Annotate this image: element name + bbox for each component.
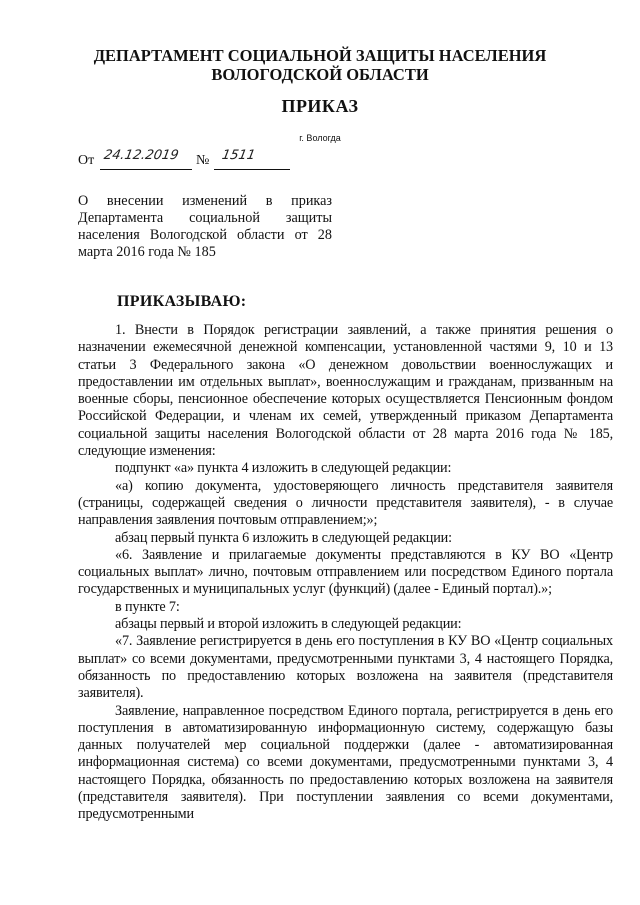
number-underline	[214, 169, 290, 170]
department-header	[0, 46, 640, 84]
handwritten-number: 1511	[220, 148, 257, 163]
date-underline	[100, 169, 192, 170]
body-paragraph: 1. Внести в Порядок регистрации заявлений, а также принятия решения о назначении ежемесячной денежной компенсации, установленной частями 9, 10 и 13 статьи 3 Федерального закона «О денежном довольствии военнослужащих и предоставлении им отдельных выплат», военнослужащим и гражданам, призванным на военные сборы, пенсионное обеспечение которых осуществляется Пенсионным фондом Российской Федерации, и членам их семей, утвержденный приказом Департамента социальной защиты населения Вологодской области от 28 марта 2016 года № 185, следующие изменения:	[78, 322, 613, 460]
body-paragraph: «а) копию документа, удостоверяющего личность представителя заявителя (страницы, содержащей сведения о личности представителя заявителя), - в случае направления заявления почтовым отправлением;»;	[78, 477, 613, 529]
body-paragraph: абзацы первый и второй изложить в следующей редакции:	[115, 616, 462, 633]
body-paragraph: абзац первый пункта 6 изложить в следующей редакции:	[115, 529, 452, 546]
city-label: г. Вологда	[299, 133, 341, 143]
department-name-line2: ВОЛОГОДСКОЙ ОБЛАСТИ	[211, 65, 429, 84]
department-name-line1: ДЕПАРТАМЕНТ СОЦИАЛЬНОЙ ЗАЩИТЫ НАСЕЛЕНИЯ	[93, 46, 547, 65]
order-date-number-line	[78, 150, 298, 172]
order-body	[78, 322, 613, 824]
from-label: От	[78, 153, 95, 168]
body-paragraph: «7. Заявление регистрируется в день его поступления в КУ ВО «Центр социальных выплат» со всеми документами, предусмотренными пунктами 3, 4 настоящего Порядка, обязанность по предоставлению которых возложена на заявителя (представителя заявителя).	[78, 633, 613, 702]
body-paragraph: «6. Заявление и прилагаемые документы представляются в КУ ВО «Центр социальных выплат» лично, почтовым отправлением или посредством Единого портала государственных и муниципальных услуг (функций) (далее - Единый портал).»;	[78, 546, 613, 598]
number-label: №	[196, 153, 210, 168]
body-paragraph: в пункте 7:	[115, 598, 180, 615]
document-title: ПРИКАЗ	[281, 96, 359, 116]
handwritten-date: 24.12.2019	[102, 148, 180, 163]
command-heading: ПРИКАЗЫВАЮ:	[117, 293, 247, 310]
body-paragraph: Заявление, направленное посредством Единого портала, регистрируется в день его поступления в автоматизированную информационную систему, содержащую базы данных получателей мер социальной поддержки (далее - автоматизированная информационная система) со всеми документами, предусмотренными пунктами 3, 4 настоящего Порядка, обязанность по предоставлению которых возложена на заявителя (представителя заявителя). При поступлении заявления со всеми документами, предусмотренными	[78, 702, 613, 823]
order-subject: О внесении изменений в приказ Департамента социальной защиты населения Вологодской области от 28 марта 2016 года № 185	[78, 193, 332, 260]
body-paragraph: подпункт «а» пункта 4 изложить в следующей редакции:	[115, 460, 452, 477]
